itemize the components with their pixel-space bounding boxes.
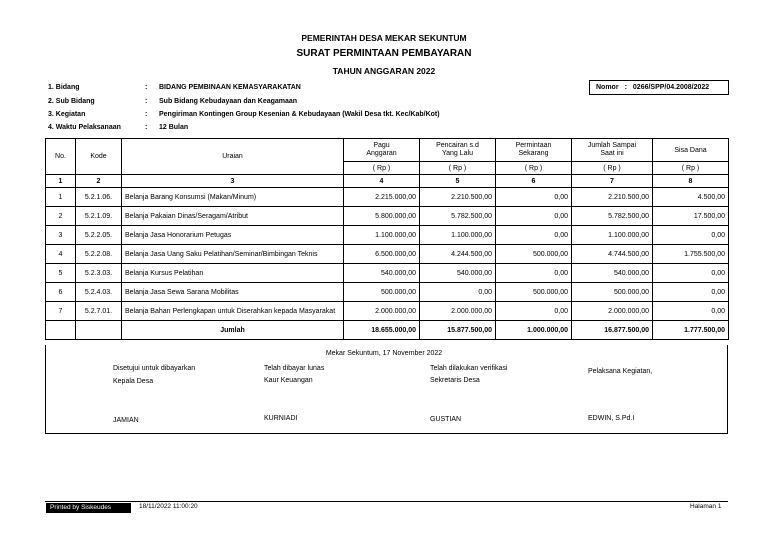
unit-rp: ( Rp ): [572, 162, 653, 175]
cell-kode: 5.2.4.03.: [76, 283, 122, 302]
cell-sisa: 0,00: [653, 283, 729, 302]
cell-uraian: Belanja Jasa Uang Saku Pelatihan/Seminar/Bimbingan Teknis: [122, 245, 344, 264]
info-sep: :: [145, 84, 148, 91]
cell-no: 6: [46, 283, 76, 302]
cell-kode: 5.2.1.06.: [76, 188, 122, 207]
table-number-row: [46, 175, 729, 188]
header-permintaan: Permintaan Sekarang: [496, 139, 572, 162]
cell-pagu: 540.000,00: [344, 264, 420, 283]
cell-total-label: Jumlah: [122, 321, 344, 340]
cell-jumlah: 5.782.500,00: [572, 207, 653, 226]
cell-uraian: Belanja Pakaian Dinas/Seragam/Atribut: [122, 207, 344, 226]
header-government: PEMERINTAH DESA MEKAR SEKUNTUM: [301, 33, 467, 43]
cell-lalu: 2.210.500,00: [420, 188, 496, 207]
cell-pagu: 6.500.000,00: [344, 245, 420, 264]
info-label-bidang: 1. Bidang: [48, 84, 80, 91]
col-number: 8: [653, 175, 729, 188]
col-number: 6: [496, 175, 572, 188]
table-row: [46, 207, 729, 226]
cell-sekarang: 0,00: [496, 188, 572, 207]
cell-total-pagu: 18.655.000,00: [344, 321, 420, 340]
cell-no: 3: [46, 226, 76, 245]
cell-lalu: 2.000.000,00: [420, 302, 496, 321]
cell-no: 7: [46, 302, 76, 321]
cell-uraian: Belanja Jasa Sewa Sarana Mobilitas: [122, 283, 344, 302]
table-header-row: [46, 139, 729, 162]
cell-uraian: Belanja Barang Konsumsi (Makan/Minum): [122, 188, 344, 207]
cell-no: 2: [46, 207, 76, 226]
nomor-label: Nomor: [596, 84, 619, 91]
cell-sekarang: 0,00: [496, 226, 572, 245]
cell-sisa: 1.755.500,00: [653, 245, 729, 264]
footer-divider: [45, 501, 728, 502]
fiscal-year: TAHUN ANGGARAN 2022: [332, 66, 436, 76]
info-label-sub-bidang: 2. Sub Bidang: [48, 98, 95, 105]
header-pagu: Pagu Anggaran: [344, 139, 420, 162]
cell-kode: 5.2.2.05.: [76, 226, 122, 245]
cell-pagu: 2.215.000,00: [344, 188, 420, 207]
cell-no: 5: [46, 264, 76, 283]
cell-lalu: 540.000,00: [420, 264, 496, 283]
table-row: [46, 226, 729, 245]
sig1-line1: Disetujui untuk dibayarkan: [113, 365, 196, 372]
cell-kode: 5.2.2.08.: [76, 245, 122, 264]
col-number: 4: [344, 175, 420, 188]
cell-total-sisa: 1.777.500,00: [653, 321, 729, 340]
info-label-kegiatan: 3. Kegiatan: [48, 111, 86, 118]
info-value-kegiatan: Pengiriman Kontingen Group Kesenian & Kebudayaan (Wakil Desa tkt. Kec/Kab/Kot): [159, 111, 440, 118]
info-label-waktu: 4. Waktu Pelaksanaan: [48, 124, 121, 131]
unit-rp: ( Rp ): [496, 162, 572, 175]
info-sep: :: [145, 111, 148, 118]
cell-sisa: 0,00: [653, 226, 729, 245]
info-value-bidang: BIDANG PEMBINAAN KEMASYARAKATAN: [159, 84, 301, 91]
cell-pagu: 2.000.000,00: [344, 302, 420, 321]
header-kode: Kode: [76, 139, 122, 175]
cell-pagu: 1.100.000,00: [344, 226, 420, 245]
cell-sisa: 4.500,00: [653, 188, 729, 207]
page-number: Halaman 1: [690, 503, 722, 510]
cell-jumlah: 1.100.000,00: [572, 226, 653, 245]
col-number: 7: [572, 175, 653, 188]
header-pencairan: Pencairan s.d Yang Lalu: [420, 139, 496, 162]
cell-empty: [76, 321, 122, 340]
cell-sekarang: 500.000,00: [496, 283, 572, 302]
info-sep: :: [145, 124, 148, 131]
cell-sisa: 0,00: [653, 264, 729, 283]
cell-lalu: 1.100.000,00: [420, 226, 496, 245]
place-date: Mekar Sekuntum, 17 November 2022: [325, 350, 443, 357]
payment-table: [45, 138, 729, 340]
cell-pagu: 500.000,00: [344, 283, 420, 302]
printed-by-label: Printed by Siskeudes: [46, 503, 131, 513]
sig1-line2: Kepala Desa: [113, 378, 154, 385]
sig3-line1: Telah dilakukan verifikasi: [430, 365, 508, 372]
nomor-value: 0266/SPP/04.2008/2022: [632, 84, 710, 91]
nomor-sep: :: [624, 84, 627, 91]
cell-pagu: 5.800.000,00: [344, 207, 420, 226]
cell-sekarang: 0,00: [496, 264, 572, 283]
col-number: 3: [122, 175, 344, 188]
cell-jumlah: 500.000,00: [572, 283, 653, 302]
header-no: No.: [46, 139, 76, 175]
cell-jumlah: 540.000,00: [572, 264, 653, 283]
col-number: 1: [46, 175, 76, 188]
sig3-line2: Sekretaris Desa: [430, 377, 480, 384]
cell-uraian: Belanja Jasa Honorarium Petugas: [122, 226, 344, 245]
unit-rp: ( Rp ): [344, 162, 420, 175]
cell-kode: 5.2.1.09.: [76, 207, 122, 226]
table-row: [46, 245, 729, 264]
document-title: SURAT PERMINTAAN PEMBAYARAN: [296, 48, 472, 59]
cell-jumlah: 2.000.000,00: [572, 302, 653, 321]
unit-rp: ( Rp ): [653, 162, 729, 175]
cell-kode: 5.2.3.03.: [76, 264, 122, 283]
sig2-name: KURNIADI: [264, 415, 298, 422]
table-row: [46, 302, 729, 321]
cell-total-jumlah: 16.877.500,00: [572, 321, 653, 340]
sig2-line1: Telah dibayar lunas: [264, 365, 325, 372]
cell-lalu: 4.244.500,00: [420, 245, 496, 264]
info-value-waktu: 12 Bulan: [159, 124, 189, 131]
cell-sekarang: 500.000,00: [496, 245, 572, 264]
col-number: 2: [76, 175, 122, 188]
info-value-sub-bidang: Sub Bidang Kebudayaan dan Keagamaan: [159, 98, 298, 105]
unit-rp: ( Rp ): [420, 162, 496, 175]
cell-jumlah: 4.744.500,00: [572, 245, 653, 264]
cell-sisa: 17.500,00: [653, 207, 729, 226]
sig2-line2: Kaur Keuangan: [264, 377, 313, 384]
cell-total-lalu: 15.877.500,00: [420, 321, 496, 340]
header-uraian: Uraian: [122, 139, 344, 175]
cell-lalu: 5.782.500,00: [420, 207, 496, 226]
header-sisa: Sisa Dana: [653, 139, 729, 162]
cell-uraian: Belanja Kursus Pelatihan: [122, 264, 344, 283]
sig4-name: EDWIN, S.Pd.I: [588, 415, 635, 422]
table-row: [46, 283, 729, 302]
cell-lalu: 0,00: [420, 283, 496, 302]
info-sep: :: [145, 98, 148, 105]
nomor-box: [589, 80, 729, 95]
print-datetime: 18/11/2022 11:00:20: [139, 503, 198, 510]
cell-total-sekarang: 1.000.000,00: [496, 321, 572, 340]
cell-sekarang: 0,00: [496, 302, 572, 321]
col-number: 5: [420, 175, 496, 188]
cell-no: 1: [46, 188, 76, 207]
cell-jumlah: 2.210.500,00: [572, 188, 653, 207]
table-total-row: [46, 321, 729, 340]
cell-sisa: 0,00: [653, 302, 729, 321]
cell-no: 4: [46, 245, 76, 264]
header-jumlah: Jumlah Sampai Saat ini: [572, 139, 653, 162]
cell-empty: [46, 321, 76, 340]
cell-uraian: Belanja Bahan Perlengkapan untuk Diserahkan kepada Masyarakat: [122, 302, 344, 321]
sig3-name: GUSTIAN: [430, 416, 462, 423]
cell-sekarang: 0,00: [496, 207, 572, 226]
cell-kode: 5.2.7.01.: [76, 302, 122, 321]
sig4-line1: Pelaksana Kegiatan,: [588, 368, 653, 375]
table-row: [46, 188, 729, 207]
table-row: [46, 264, 729, 283]
sig1-name: JAMIAN: [113, 417, 139, 424]
